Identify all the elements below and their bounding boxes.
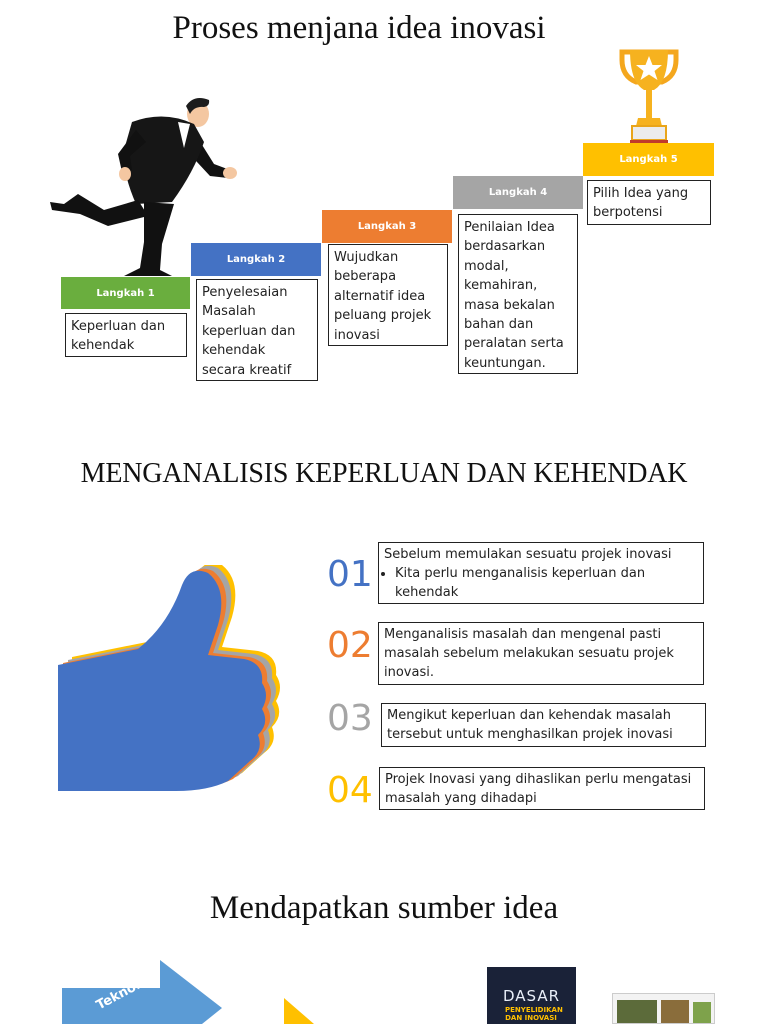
step-2-label: Langkah 2 bbox=[226, 254, 286, 265]
step-3-label: Langkah 3 bbox=[357, 221, 417, 232]
step-1-label: Langkah 1 bbox=[96, 287, 155, 299]
item-03-number: 03 bbox=[327, 698, 373, 739]
step-1-bar bbox=[61, 277, 190, 309]
step-1-text: Keperluan dan kehendak bbox=[65, 313, 187, 357]
step-4-text: Penilaian Idea berdasarkan modal, kemahiran, masa bekalan bahan dan peralatan serta keuntungan. bbox=[458, 214, 578, 374]
section3-title: Mendapatkan sumber idea bbox=[209, 890, 559, 926]
item-01-bullet: • Kita perlu menganalisis keperluan dan kehendak bbox=[395, 564, 698, 602]
book-cover-image bbox=[487, 967, 576, 1024]
book-cover-subtitle: PENYELIDIKAN DAN INOVASI bbox=[505, 1006, 563, 1022]
section2-title: MENGANALISIS KEPERLUAN DAN KEHENDAK bbox=[80, 458, 688, 489]
step-3-text: Wujudkan beberapa alternatif idea peluang projek inovasi bbox=[328, 244, 448, 346]
step-5-label: Langkah 5 bbox=[619, 154, 678, 165]
poster-thumbnail-image bbox=[612, 993, 715, 1024]
item-01-intro: Sebelum memulakan sesuatu projek inovasi bbox=[384, 547, 672, 562]
step-2-text: Penyelesaian Masalah keperluan dan kehendak secara kreatif bbox=[196, 279, 318, 381]
step-2-bar bbox=[191, 243, 321, 276]
item-02-number: 02 bbox=[327, 625, 373, 666]
poster-photo bbox=[661, 1000, 689, 1024]
poster-photo bbox=[617, 1000, 657, 1024]
technology-arrow-label: Teknologi bbox=[94, 967, 163, 1014]
step-4-bar bbox=[453, 176, 583, 209]
item-01-number: 01 bbox=[327, 554, 373, 595]
technology-arrow bbox=[62, 960, 222, 1024]
book-cover-title: DASAR bbox=[502, 987, 561, 1005]
item-03-text: Mengikut keperluan dan kehendak masalah tersebut untuk menghasilkan projek inovasi bbox=[381, 703, 706, 747]
step-3-bar bbox=[322, 210, 452, 243]
item-04-text: Projek Inovasi yang dihaslikan perlu mengatasi masalah yang dihadapi bbox=[379, 767, 705, 810]
item-04-number: 04 bbox=[327, 770, 373, 811]
thumbs-up-icon bbox=[58, 565, 288, 805]
step-4-label: Langkah 4 bbox=[488, 187, 548, 198]
step-5-text: Pilih Idea yang berpotensi bbox=[587, 180, 711, 225]
yellow-arrow bbox=[284, 998, 314, 1024]
section1-title: Proses menjana idea inovasi bbox=[172, 10, 546, 46]
trophy-icon bbox=[618, 46, 680, 146]
item-02-text: Menganalisis masalah dan mengenal pasti masalah sebelum melakukan sesuatu projek inovasi. bbox=[378, 622, 704, 685]
item-01-text bbox=[378, 542, 704, 604]
step-5-bar bbox=[583, 143, 714, 176]
poster-photo bbox=[693, 1002, 711, 1024]
